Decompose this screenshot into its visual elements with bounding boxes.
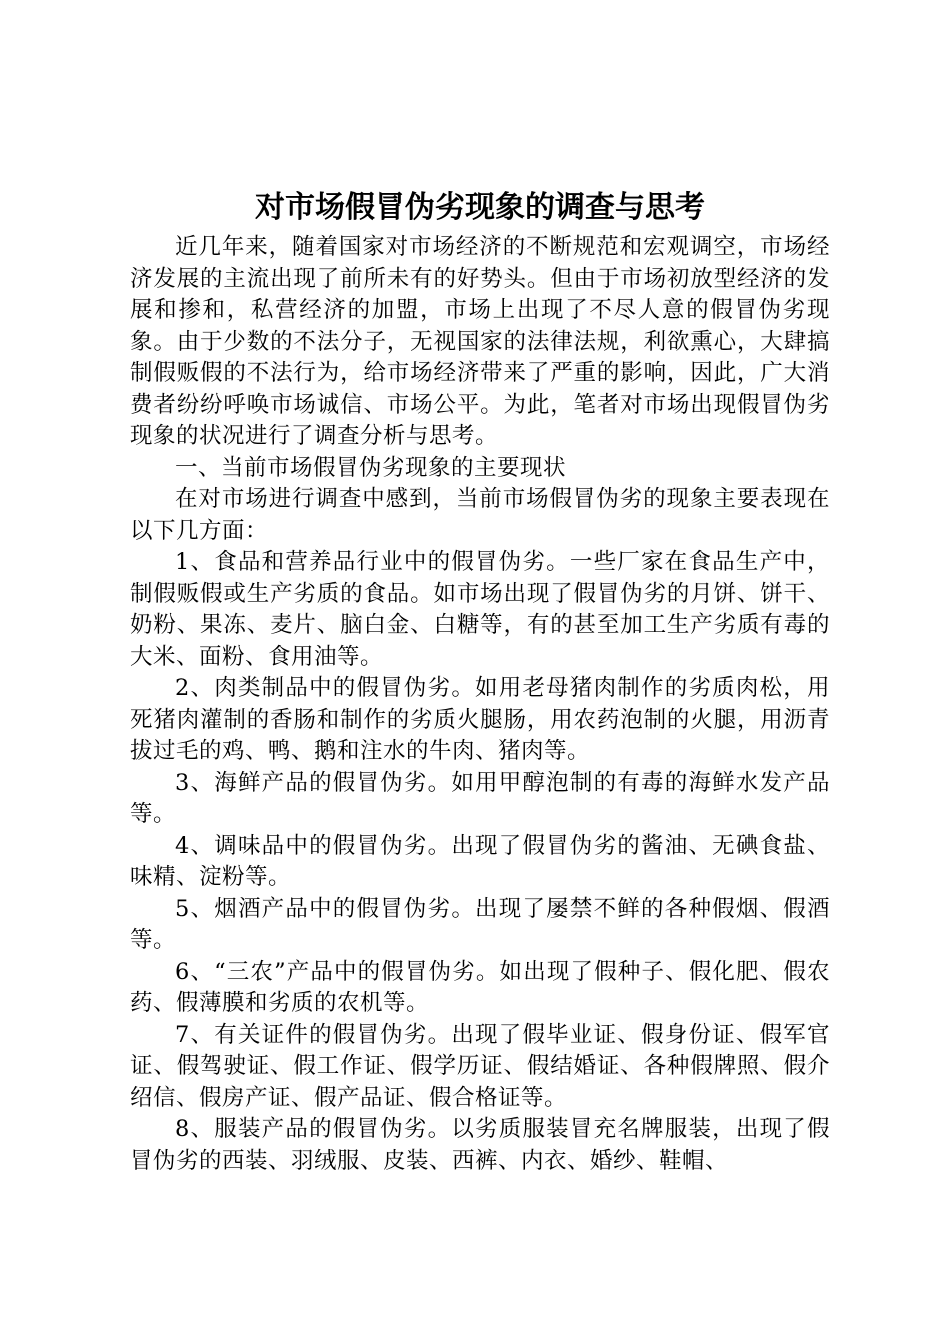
paragraph-intro: 近几年来，随着国家对市场经济的不断规范和宏观调空，市场经济发展的主流出现了前所未有的好势头。但由于市场初放型经济的发展和掺和，私营经济的加盟，市场上出现了不尽人意的假冒伪劣现象。由于少数的不法分子，无视国家的法律法规，利欲熏心，大肆搞制假贩假的不法行为，给市场经济带来了严重的影响，因此，广大消费者纷纷呼唤市场诚信、市场公平。为此，笔者对市场出现假冒伪劣现象的状况进行了调查分析与思考。 [130, 234, 830, 449]
paragraph-item-5: 5、烟酒产品中的假冒伪劣。出现了屡禁不鲜的各种假烟、假酒等。 [130, 895, 830, 953]
paragraph-item-3: 3、海鲜产品的假冒伪劣。如用甲醇泡制的有毒的海鲜水发产品等。 [130, 769, 830, 827]
section-heading: 一、当前市场假冒伪劣现象的主要现状 [175, 454, 567, 481]
paragraph-overview: 在对市场进行调查中感到，当前市场假冒伪劣的现象主要表现在以下几方面： [130, 486, 830, 544]
document-title: 对市场假冒伪劣现象的调查与思考 [255, 190, 705, 225]
paragraph-item-4: 4、调味品中的假冒伪劣。出现了假冒伪劣的酱油、无碘食盐、味精、淀粉等。 [130, 832, 830, 890]
document-body [130, 232, 830, 1177]
paragraph-item-1: 1、食品和营养品行业中的假冒伪劣。一些厂家在食品生产中，制假贩假或生产劣质的食品。如市场出现了假冒伪劣的月饼、饼干、奶粉、果冻、麦片、脑白金、白糖等，有的甚至加工生产劣质有毒的大米、面粉、食用油等。 [130, 549, 830, 670]
paragraph-item-7: 7、有关证件的假冒伪劣。出现了假毕业证、假身份证、假军官证、假驾驶证、假工作证、假学历证、假结婚证、各种假牌照、假介绍信、假房产证、假产品证、假合格证等。 [130, 1021, 830, 1111]
paragraph-item-8: 8、服装产品的假冒伪劣。以劣质服装冒充名牌服装，出现了假冒伪劣的西装、羽绒服、皮装、西裤、内衣、婚纱、鞋帽、 [130, 1116, 830, 1174]
paragraph-item-2: 2、肉类制品中的假冒伪劣。如用老母猪肉制作的劣质肉松，用死猪肉灌制的香肠和制作的劣质火腿肠，用农药泡制的火腿，用沥青拔过毛的鸡、鸭、鹅和注水的牛肉、猪肉等。 [130, 675, 830, 764]
paragraph-item-6: 6、“三农”产品中的假冒伪劣。如出现了假种子、假化肥、假农药、假薄膜和劣质的农机等。 [130, 958, 830, 1016]
